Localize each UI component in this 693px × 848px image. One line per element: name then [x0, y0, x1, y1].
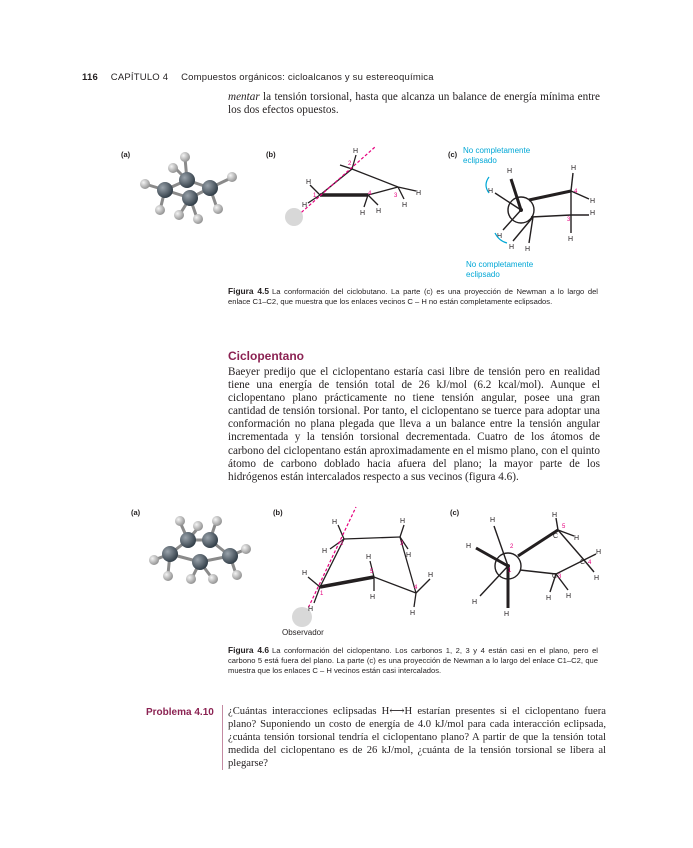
problem-label: Problema 4.10 [146, 707, 214, 718]
svg-text:3: 3 [558, 574, 562, 580]
svg-text:H: H [472, 599, 478, 606]
svg-text:2: 2 [510, 544, 514, 550]
section-title: Ciclopentano [228, 349, 305, 363]
svg-text:H: H [509, 244, 515, 251]
cyclopentane-ball-and-stick [140, 510, 260, 590]
svg-text:H: H [410, 610, 416, 617]
svg-text:H: H [568, 236, 574, 243]
page-number: 116 [82, 72, 98, 83]
svg-text:H: H [360, 210, 366, 217]
h-atom [163, 571, 173, 581]
svg-text:H: H [504, 611, 510, 618]
svg-text:H: H [428, 572, 434, 579]
view-axis [302, 507, 356, 621]
fig46-label-a: (a) [131, 508, 141, 517]
svg-text:1: 1 [508, 568, 512, 574]
fig45-label-a: (a) [121, 150, 131, 159]
c-atom [202, 532, 218, 548]
svg-text:C: C [580, 559, 586, 566]
svg-text:H: H [574, 535, 580, 542]
annotation-line: No completamente [466, 260, 534, 269]
svg-text:H: H [366, 554, 372, 561]
svg-text:4: 4 [368, 191, 372, 197]
h-atom [155, 205, 165, 215]
svg-text:H: H [302, 202, 308, 209]
svg-text:H: H [488, 188, 494, 195]
h-atom [186, 574, 196, 584]
caption-text: La conformación del ciclobutano. La parte (c) es una proyección de Newman a lo largo del enlace C1–C2, que muestra que los enlaces vecinos C – H no están completamente eclipsados. [228, 287, 598, 307]
annotation-line: No completamente [463, 146, 531, 155]
cyclobutane-ball-and-stick [135, 148, 245, 228]
svg-text:H: H [353, 148, 359, 155]
svg-text:H: H [302, 570, 308, 577]
figure-4-6-caption [228, 645, 598, 677]
svg-text:H: H [525, 246, 531, 253]
cyclopentane-perspective [280, 505, 440, 630]
svg-text:H: H [402, 202, 408, 209]
caption-text: La conformación del ciclopentano. Los carbonos 1, 2, 3 y 4 están casi en el plano, pero el carbono 5 está fuera del plano. La parte (c) es una proyección de Newman a lo largo del enlace C1–C2, que muestra que los enlaces C – H vecinos están casi intercalados. [228, 646, 598, 676]
problem-text: ¿Cuántas interacciones eclipsadas H⟷H estarían presentes si el ciclopentano fuera plano? Suponiendo un costo de energía de 4.0 kJ/mol para cada interacción eclipsada, ¿cuánta tensión torsional tendría el ciclopentano plano? A partir de que la tensión total medida del ciclopentano es de 26 kJ/mol, ¿cuánta de la tensión torsional se libera al plegarse? [222, 705, 606, 770]
svg-text:H: H [416, 190, 422, 197]
h-atom [174, 210, 184, 220]
intro-paragraph [228, 91, 600, 117]
h-atom [168, 163, 178, 173]
svg-text:H: H [507, 168, 513, 175]
caption-label: Figura 4.5 [228, 286, 270, 296]
h-atom [212, 516, 222, 526]
svg-text:H: H [406, 552, 412, 559]
figure-4-5-caption [228, 286, 598, 307]
svg-text:H: H [566, 593, 572, 600]
c-atom [157, 182, 173, 198]
intro-text: la tensión torsional, hasta que alcanza un balance de energía mínima entre los dos efectos opuestos. [228, 91, 600, 117]
svg-text:H: H [552, 512, 558, 519]
h-atom [232, 570, 242, 580]
c-atom [180, 532, 196, 548]
svg-text:H: H [376, 208, 382, 215]
h-atom [180, 152, 190, 162]
svg-text:H: H [490, 517, 496, 524]
svg-text:3: 3 [394, 193, 398, 199]
c-atom [182, 190, 198, 206]
svg-text:H: H [546, 595, 552, 602]
svg-text:3: 3 [567, 217, 571, 223]
svg-text:H: H [594, 575, 600, 582]
fig45-label-c: (c) [448, 150, 458, 159]
caption-label: Figura 4.6 [228, 645, 270, 655]
c-atom [162, 546, 178, 562]
c-atom [222, 548, 238, 564]
svg-text:4: 4 [588, 560, 592, 566]
cyclobutane-perspective [280, 145, 430, 230]
svg-text:H: H [590, 198, 596, 205]
svg-text:C: C [553, 533, 559, 540]
c-atom [179, 172, 195, 188]
annotation-not-eclipsed-top [463, 146, 530, 165]
svg-text:H: H [370, 594, 376, 601]
h-atom [140, 179, 150, 189]
svg-text:5: 5 [562, 524, 566, 530]
c-atom [192, 554, 208, 570]
fig46-label-c: (c) [450, 508, 460, 517]
observer-label: Observador [282, 628, 324, 637]
chapter-label: CAPÍTULO 4 [110, 72, 169, 83]
c-atom [202, 180, 218, 196]
chapter-title: Compuestos orgánicos: cicloalcanos y su estereoquímica [181, 72, 434, 83]
svg-text:3: 3 [400, 541, 404, 547]
fig45-label-b: (b) [266, 150, 276, 159]
section-body: Baeyer predijo que el ciclopentano estaría casi libre de tensión pero en realidad tiene una energía de tensión total de 26 kJ/mol (6.2 kcal/mol). Aunque el ciclopentano plano prácticamente no tiene tensión angular, posee una gran cantidad de tensión torsional. Por tanto, el ciclopentano se tuerce para adoptar una conformación no plana plegada que lleva a un balance entre la tensión angular incrementada y la tensión torsional decrementada. Cuatro de los átomos de carbono del ciclopentano están aproximadamente en el mismo plano, con el quinto átomo de carbono doblado hacia afuera del plano; la mayor parte de los hidrógenos están intercalados respecto a sus vecinos (figura 4.6). [228, 366, 600, 483]
h-atom [208, 574, 218, 584]
svg-text:H: H [466, 543, 472, 550]
svg-text:C: C [552, 573, 558, 580]
svg-text:H: H [400, 518, 406, 525]
svg-text:2: 2 [340, 541, 344, 547]
h-atom [241, 544, 251, 554]
svg-text:2: 2 [348, 161, 352, 167]
svg-text:4: 4 [414, 585, 418, 591]
svg-text:H: H [590, 210, 596, 217]
h-atom [175, 516, 185, 526]
svg-text:5: 5 [370, 569, 374, 575]
svg-text:H: H [308, 606, 314, 613]
svg-text:H: H [497, 233, 503, 240]
svg-text:4: 4 [574, 189, 578, 195]
svg-text:1: 1 [313, 193, 317, 199]
cyclopentane-newman [458, 508, 608, 618]
intro-italic: mentar [228, 91, 260, 103]
h-atom [193, 214, 203, 224]
fig46-label-b: (b) [273, 508, 283, 517]
svg-text:1: 1 [320, 591, 324, 597]
h-atom [149, 555, 159, 565]
annotation-line: eclipsado [466, 269, 500, 279]
svg-text:H: H [322, 548, 328, 555]
h-atom [193, 521, 203, 531]
annotation-not-eclipsed-bottom [466, 260, 533, 279]
observer-eye-icon [285, 208, 303, 226]
svg-text:H: H [306, 179, 312, 186]
svg-text:H: H [571, 165, 577, 172]
svg-text:H: H [596, 549, 602, 556]
annotation-line: eclipsado [463, 155, 497, 165]
running-header [82, 72, 434, 83]
h-atom [213, 204, 223, 214]
svg-text:H: H [332, 519, 338, 526]
h-atom [227, 172, 237, 182]
